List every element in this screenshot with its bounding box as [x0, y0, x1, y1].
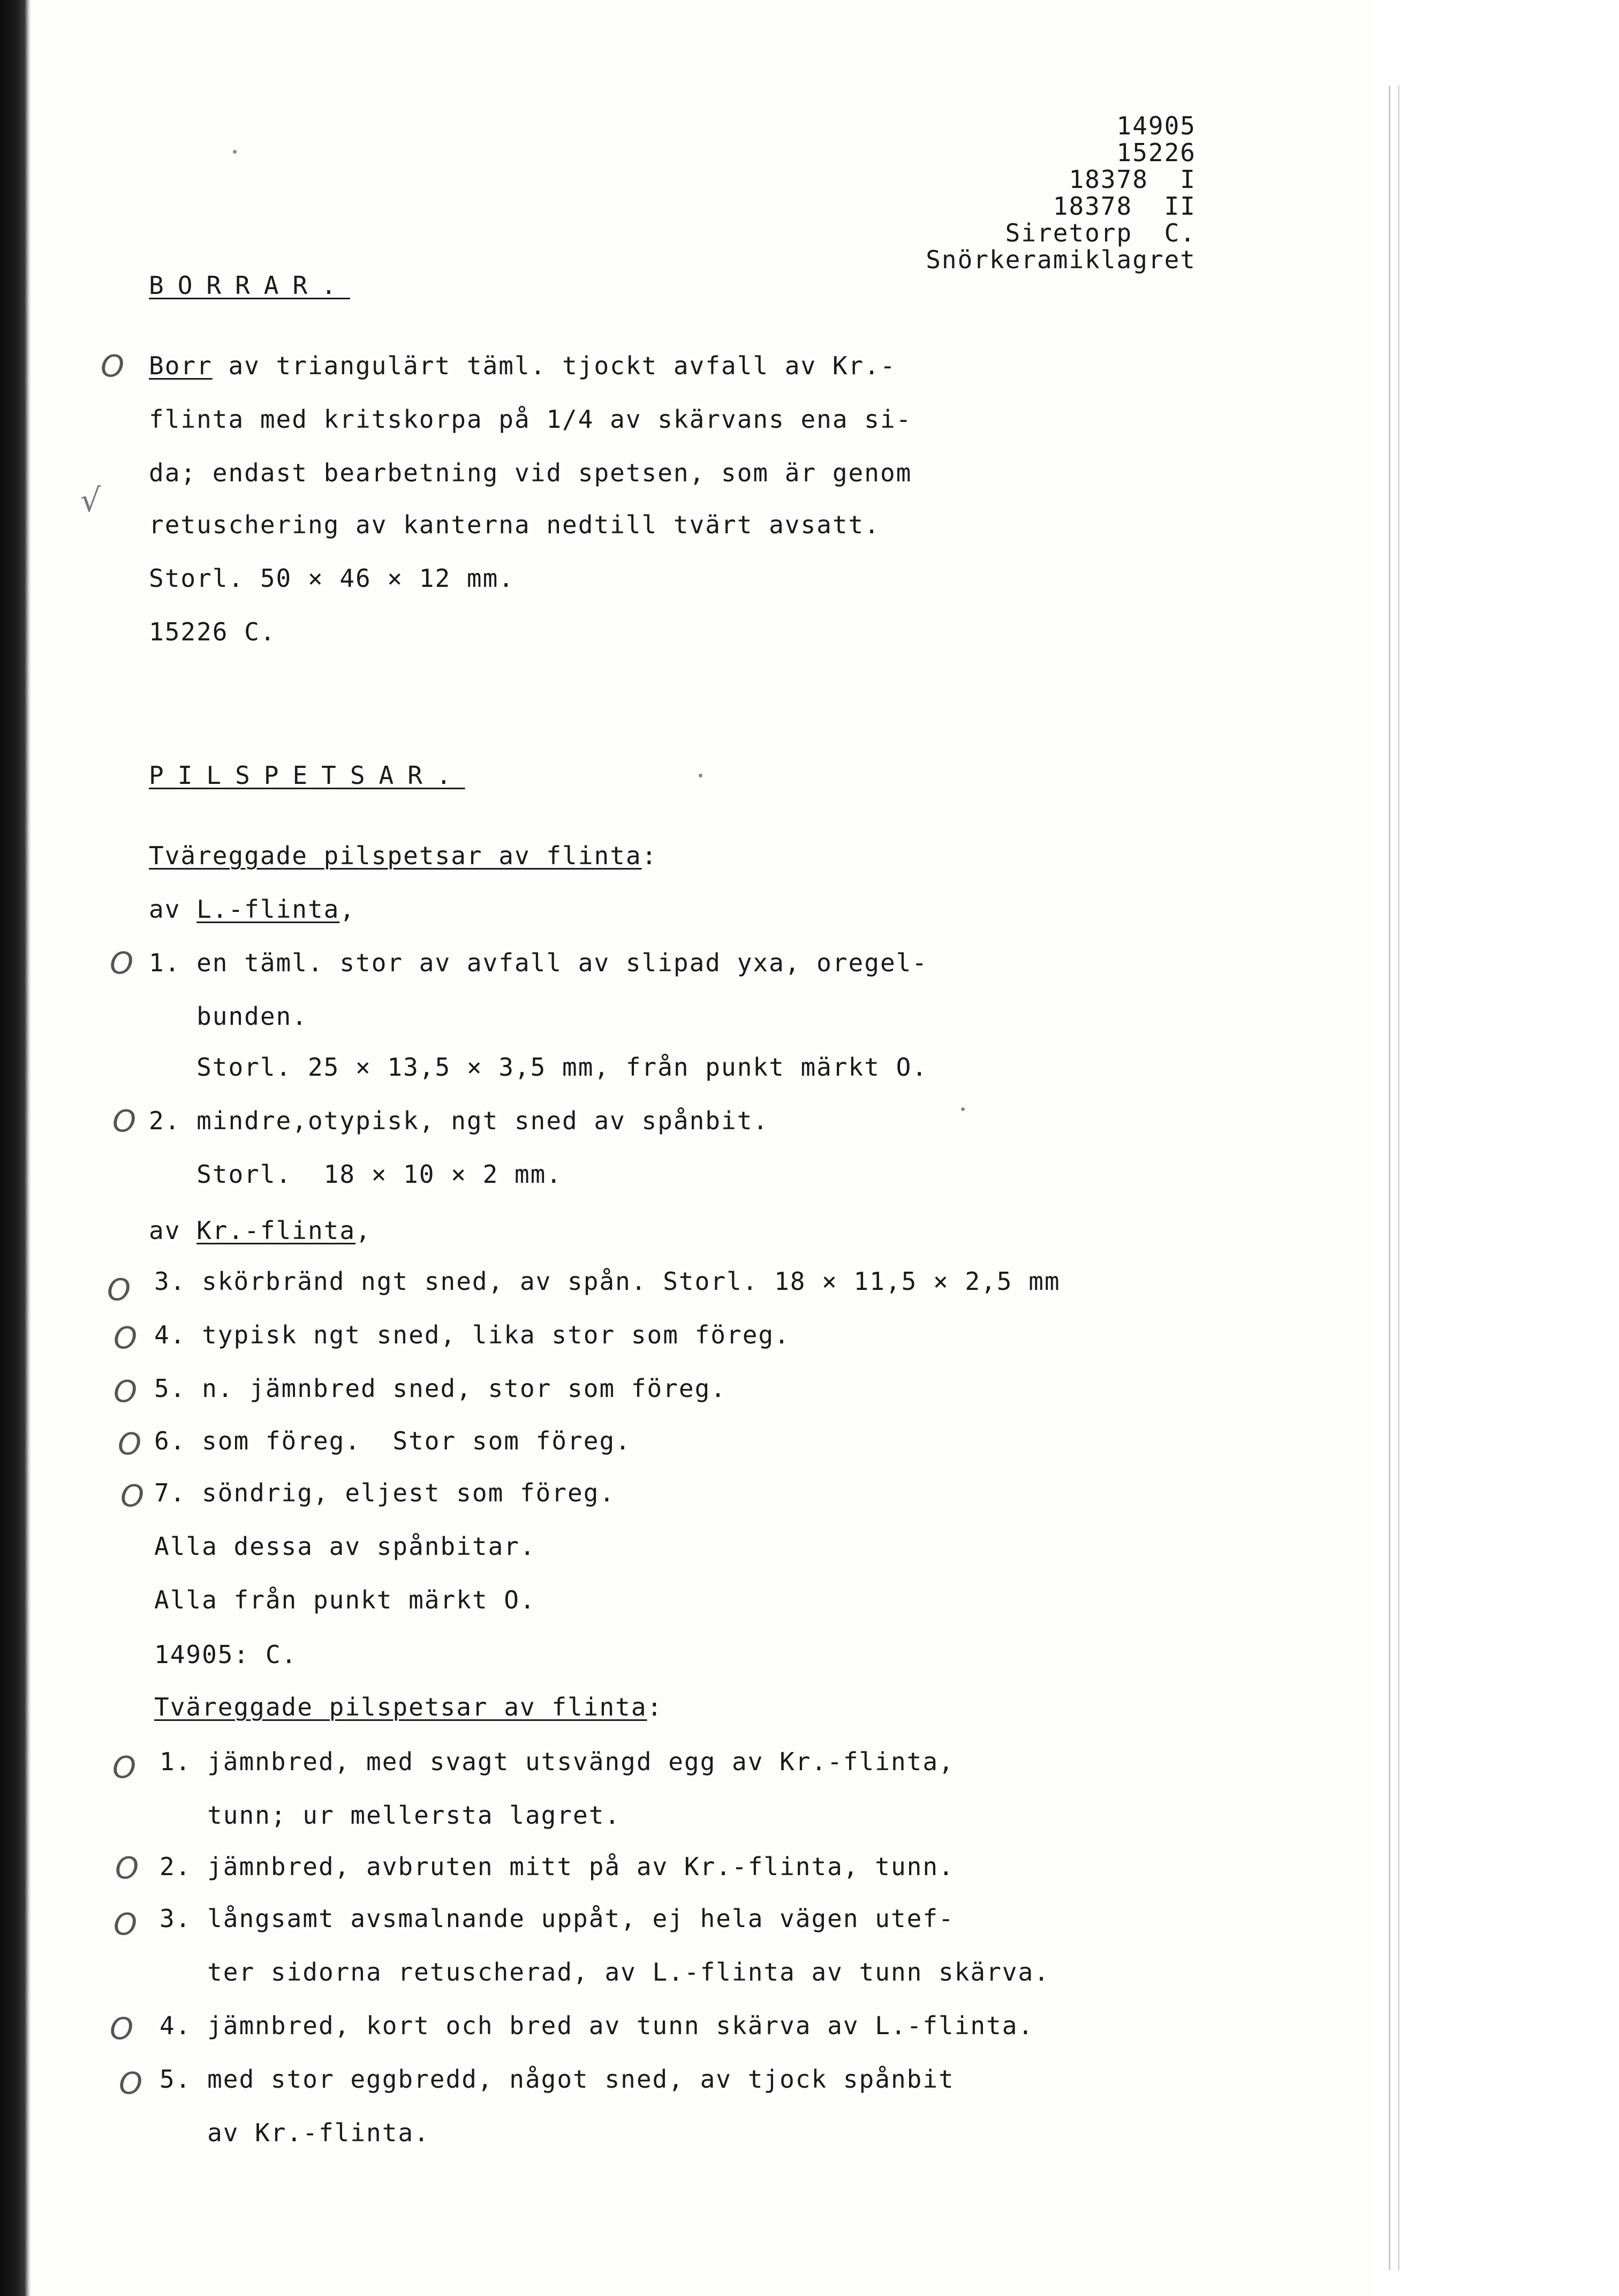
- subheading-colon: :: [641, 841, 658, 870]
- catalogue-number: 14905: [1116, 111, 1196, 140]
- subheading-line: [154, 1692, 663, 1722]
- material-comma: ,: [339, 895, 356, 924]
- subheading-text: Tväreggade pilspetsar av flinta: [154, 1693, 647, 1721]
- material-kr-flinta: Kr.-flinta: [196, 1216, 356, 1245]
- list-item: 5. med stor eggbredd, något sned, av tjock spånbit: [160, 2065, 955, 2094]
- check-mark: √: [80, 482, 101, 519]
- catalogue-numbers: [926, 112, 1196, 273]
- list-item: 4. typisk ngt sned, lika stor som föreg.: [154, 1320, 790, 1349]
- list-item: bunden.: [149, 1002, 308, 1031]
- list-item: 1. jämnbred, med svagt utsvängd egg av Kr.-flinta,: [160, 1747, 955, 1776]
- speck: [699, 774, 702, 777]
- list-item: 1. en täml. stor av avfall av slipad yxa, oregel-: [149, 948, 928, 977]
- margin-circle-mark: O: [119, 2066, 143, 2101]
- list-item: 6. som föreg. Stor som föreg.: [154, 1426, 631, 1455]
- list-item: 2. jämnbred, avbruten mitt på av Kr.-flinta, tunn.: [160, 1852, 955, 1881]
- material-l-flinta: L.-flinta: [196, 895, 340, 924]
- list-item: ter sidorna retuscherad, av L.-flinta av tunn skärva.: [160, 1958, 1050, 1987]
- list-item: Storl. 25 × 13,5 × 3,5 mm, från punkt märkt O.: [149, 1053, 928, 1082]
- note-line: Alla från punkt märkt O.: [154, 1585, 536, 1614]
- section-heading-borrar: BORRAR.: [149, 271, 350, 300]
- margin-circle-mark: O: [110, 946, 134, 981]
- margin-circle-mark: O: [115, 1851, 139, 1886]
- margin-circle-mark: O: [120, 1479, 145, 1514]
- text-line: [149, 351, 896, 381]
- list-item: 2. mindre,otypisk, ngt sned av spånbit.: [149, 1106, 769, 1135]
- text-line: da; endast bearbetning vid spetsen, som är genom: [149, 458, 912, 487]
- text-line: 15226 C.: [149, 617, 276, 646]
- layer-name: Snörkeramiklagret: [926, 245, 1196, 274]
- text-line: retuschering av kanterna nedtill tvärt avsatt.: [149, 510, 880, 539]
- list-item: 3. långsamt avsmalnande uppåt, ej hela vägen utef-: [160, 1904, 955, 1933]
- margin-circle-mark: O: [112, 1750, 137, 1785]
- material-line: [149, 894, 355, 924]
- catalogue-ref: 14905: C.: [154, 1640, 298, 1669]
- margin-circle-mark: O: [107, 1273, 131, 1308]
- list-item: 3. skörbränd ngt sned, av spån. Storl. 18 × 11,5 × 2,5 mm: [154, 1267, 1061, 1296]
- material-comma: ,: [355, 1216, 372, 1245]
- subheading-line: [149, 841, 657, 871]
- right-page-margin: [1373, 0, 1619, 2296]
- text-fragment: av triangulärt täml. tjockt avfall av Kr.-: [212, 351, 896, 380]
- site-name: Siretorp C.: [1005, 218, 1196, 247]
- speck: [961, 1107, 965, 1111]
- book-binding-shadow: [0, 0, 31, 2296]
- word-borr: Borr: [149, 351, 213, 380]
- speck: [233, 150, 237, 154]
- subheading-text: Tväreggade pilspetsar av flinta: [149, 841, 642, 870]
- page-edge-lines: [1389, 86, 1399, 2270]
- section-heading-pilspetsar: PILSPETSAR.: [149, 761, 465, 790]
- list-item: tunn; ur mellersta lagret.: [160, 1801, 621, 1830]
- material-prefix: av: [149, 1216, 197, 1245]
- material-prefix: av: [149, 895, 197, 924]
- subheading-colon: :: [647, 1693, 663, 1721]
- margin-circle-mark: O: [110, 2012, 134, 2046]
- text-line: Storl. 50 × 46 × 12 mm.: [149, 564, 515, 593]
- material-line: [149, 1215, 372, 1245]
- margin-circle-mark: O: [118, 1427, 142, 1462]
- margin-circle-mark: O: [114, 1907, 138, 1942]
- list-item: 4. jämnbred, kort och bred av tunn skärva av L.-flinta.: [160, 2011, 1034, 2040]
- margin-circle-mark: O: [114, 1321, 138, 1356]
- note-line: Alla dessa av spånbitar.: [154, 1532, 536, 1561]
- catalogue-number: 18378 II: [1053, 192, 1196, 221]
- text-line: flinta med kritskorpa på 1/4 av skärvans ena si-: [149, 405, 912, 434]
- margin-circle-mark: O: [112, 1104, 137, 1139]
- margin-circle-mark: O: [101, 349, 125, 384]
- list-item: Storl. 18 × 10 × 2 mm.: [149, 1160, 563, 1189]
- catalogue-number: 18378 I: [1069, 165, 1196, 194]
- catalogue-number: 15226: [1116, 138, 1196, 167]
- list-item: av Kr.-flinta.: [160, 2118, 430, 2147]
- margin-circle-mark: O: [114, 1374, 138, 1409]
- list-item: 5. n. jämnbred sned, stor som föreg.: [154, 1374, 727, 1403]
- list-item: 7. söndrig, eljest som föreg.: [154, 1478, 616, 1507]
